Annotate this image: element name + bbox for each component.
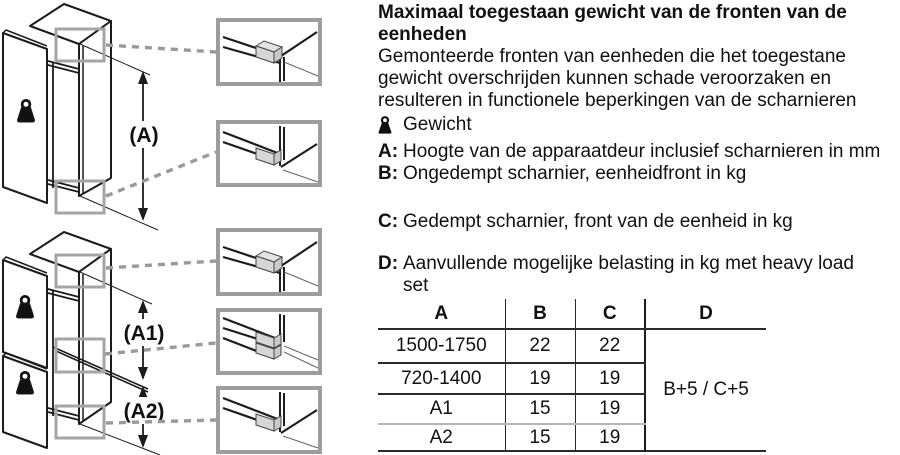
table-cell: 1500-1750 [378, 329, 505, 363]
intro-text: Gemonteerde fronten van eenheden die het toegestane gewicht overschrijden kunnen schade veroorzaken en resulteren in functionele beperkingen van de scharnieren [378, 46, 857, 111]
table-cell: 19 [575, 424, 645, 451]
table-cell-d-span: B+5 / C+5 [663, 379, 749, 400]
table-header-b: B [505, 299, 575, 329]
dimension-a2 [119, 386, 169, 448]
table-cell: 15 [505, 394, 575, 424]
dimension-a1-label: (A1) [123, 322, 165, 345]
legend-def-c: Gedempt scharnier, front van de eenheid in kg [403, 211, 793, 232]
table-cell: 720-1400 [378, 363, 505, 394]
table-header-a: A [378, 299, 505, 329]
hinge-detail-box-top2 [218, 230, 320, 294]
table-cell: 19 [505, 363, 575, 394]
legend-row-weight [378, 114, 900, 141]
legend-term-b: B: [378, 163, 399, 184]
table-cell: A1 [378, 394, 505, 424]
dimension-a1 [119, 300, 169, 380]
hinge-detail-box-top [218, 20, 320, 84]
legend-row-d [378, 253, 900, 297]
legend-row-a [378, 141, 900, 163]
legend-row-b [378, 163, 900, 185]
hinge-detail-box-middle [218, 310, 320, 373]
table-cell: A2 [378, 424, 505, 451]
dimension-a-label: (A) [129, 124, 159, 147]
callout-dashed-lines [105, 45, 216, 423]
legend [378, 114, 900, 297]
page-title: Maximaal toegestaan gewicht van de fronten van de eenheden [378, 2, 847, 45]
legend-def-d: Aanvullende mogelijke belasting in kg met heavy load set [403, 253, 854, 296]
legend-weight-label: Gewicht [403, 114, 472, 135]
hinge-detail-box-bottom2 [218, 388, 320, 452]
legend-row-c [378, 211, 900, 233]
dimension-a [122, 71, 166, 221]
weight-icon [378, 114, 403, 141]
table-header-row [378, 299, 766, 329]
table-row [378, 329, 766, 363]
table-cell: 22 [575, 329, 645, 363]
legend-term-c: C: [378, 211, 399, 232]
hinge-detail-box-bottom [218, 122, 320, 185]
dimension-a2-label: (A2) [123, 400, 165, 423]
table-cell: 19 [575, 394, 645, 424]
table-header-d: D [645, 299, 766, 329]
legend-def-b: Ongedempt scharnier, eenheidfront in kg [403, 163, 747, 184]
table-cell: 19 [575, 363, 645, 394]
unit-front-panel-lower [3, 353, 47, 448]
legend-def-a: Hoogte van de apparaatdeur inclusief scharnieren in mm [403, 141, 881, 162]
legend-term-a: A: [378, 141, 399, 162]
installation-diagram [0, 0, 376, 455]
single-door-unit-diagram [3, 4, 158, 230]
legend-term-d: D: [378, 253, 399, 274]
weight-limits-table [378, 299, 766, 452]
table-cell: 15 [505, 424, 575, 451]
table-header-c: C [575, 299, 645, 329]
text-column [378, 2, 900, 452]
table-cell: 22 [505, 329, 575, 363]
